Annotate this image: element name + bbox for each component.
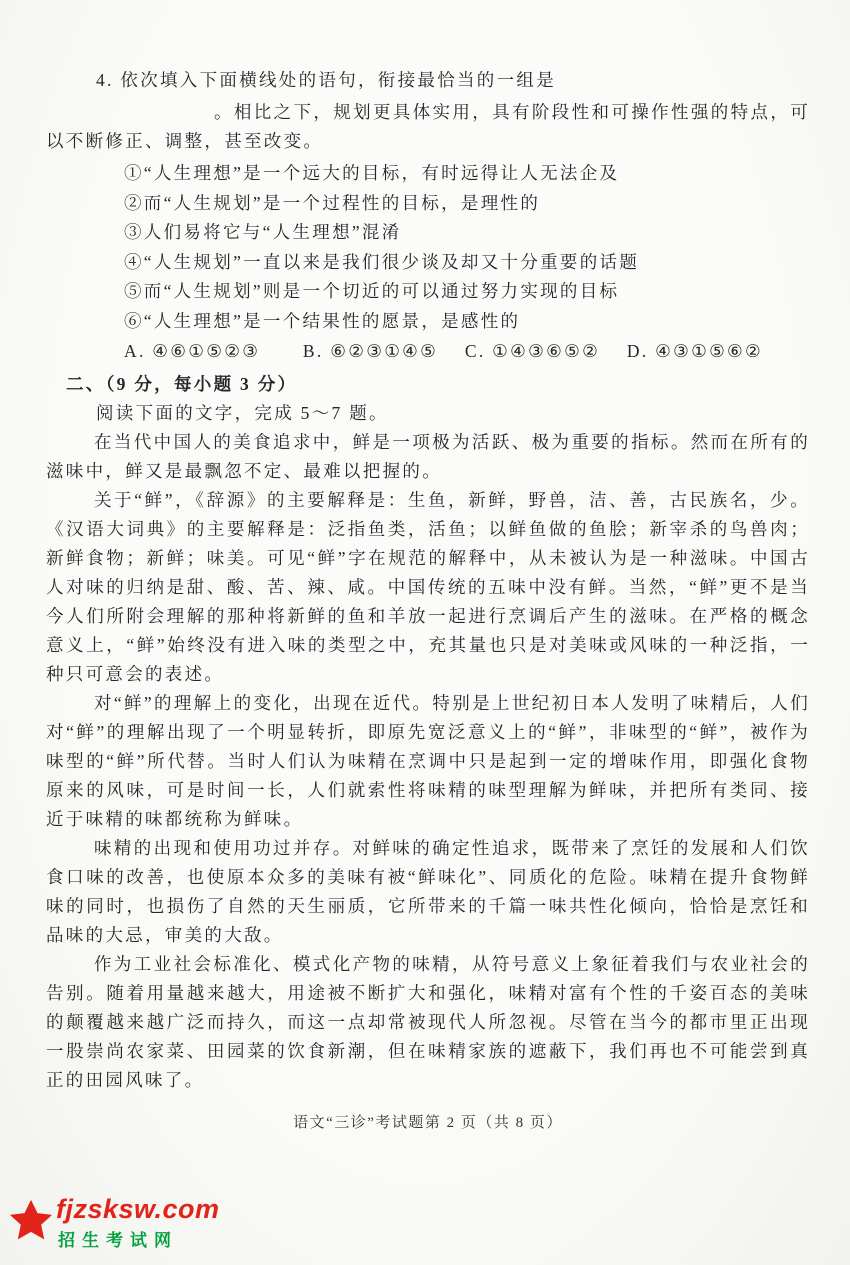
choice-b: B. ⑥②③①④⑤ [302,341,439,361]
sentence-2: ②而“人生规划”是一个过程性的目标，是理性的 [124,192,541,213]
page-number-footer: 语文“三诊”考试题第 2 页（共 8 页） [293,1115,563,1131]
watermark-text [56,1195,220,1251]
choice-a: A. ④⑥①⑤②③ [124,341,261,361]
passage-paragraph-1: 在当代中国人的美食追求中，鲜是一项极为活跃、极为重要的指标。然而在所有的滋味中，鲜又是最飘忽不定、最难以把握的。 [46,432,810,481]
star-icon [8,1197,54,1243]
site-watermark [8,1195,220,1251]
sentence-5: ⑤而“人生规划”则是一个切近的可以通过努力实现的目标 [124,281,620,301]
section-2-heading: 二、（9 分，每小题 3 分） [66,374,298,394]
passage-paragraph-2: 关于“鲜”，《辞源》的主要解释是：生鱼，新鲜，野兽，洁、善，古民族名，少。《汉语大词典》的主要解释是：泛指鱼类，活鱼；以鲜鱼做的鱼脍；新宰杀的鸟兽肉；新鲜食物；新鲜；味美。可见“鲜”字在规范的解释中，从未被认为是一种滋味。中国古人对味的归纳是甜、酸、苦、辣、咸。中国传统的五味中没有鲜。当然，“鲜”更不是当今人们所附会理解的那种将新鲜的鱼和羊放一起进行烹调后产生的滋味。在严格的概念意义上，“鲜”始终没有进入味的类型之中，充其量也只是对美味或风味的一种泛指，一种只可意会的表述。 [46,490,810,684]
watermark-caption: 招生考试网 [58,1231,178,1250]
sentence-1: ①“人生理想”是一个远大的目标，有时远得让人无法企及 [124,163,620,183]
sentence-6: ⑥“人生理想”是一个结果性的愿景，是感性的 [124,310,521,331]
passage-paragraph-4: 味精的出现和使用功过并存。对鲜味的确定性追求，既带来了烹饪的发展和人们饮食口味的改善，也使原本众多的美味有被“鲜味化”、同质化的危险。味精在提升食物鲜味的同时，也损伤了自然的天生丽质，它所带来的千篇一味共性化倾向，恰恰是烹饪和品味的大忌，审美的大敌。 [46,838,810,945]
sentence-4: ④“人生规划”一直以来是我们很少谈及却又十分重要的话题 [124,251,640,272]
question-4-sentence-list [46,159,810,336]
passage-paragraph-5: 作为工业社会标准化、模式化产物的味精，从符号意义上象征着我们与农业社会的告别。随着用量越来越大，用途被不断扩大和强化，味精对富有个性的千姿百态的美味的颠覆越来越广泛而持久，而这一点却常被现代人所忽视。尽管在当今的都市里正出现一股崇尚农家菜、田园菜的饮食新潮，但在味精家族的遮蔽下，我们再也不可能尝到真正的田园风味了。 [46,954,810,1090]
question-4-answer-choices [46,337,810,366]
choice-d: D. ④③①⑤⑥② [626,341,764,361]
question-4-stem: 4. 依次填入下面横线处的语句，衔接最恰当的一组是 [96,70,556,90]
sentence-3: ③人们易将它与“人生理想”混淆 [124,222,402,242]
reading-instruction: 阅读下面的文字，完成 5～7 题。 [96,403,389,423]
watermark-site-name: fjzsksw.com [56,1194,220,1224]
question-4-continuation: 。相比之下，规划更具体实用，具有阶段性和可操作性强的特点，可以不断修正、调整，甚至改变。 [46,102,810,151]
passage-paragraph-3: 对“鲜”的理解上的变化，出现在近代。特别是上世纪初日本人发明了味精后，人们对“鲜”的理解出现了一个明显转折，即原先宽泛意义上的“鲜”，非味型的“鲜”，被作为味型的“鲜”所代替。当时人们认为味精在烹调中只是起到一定的增味作用，即强化食物原来的风味，可是时间一长，人们就索性将味精的味型理解为鲜味，并把所有类同、接近于味精的味都统称为鲜味。 [46,693,810,829]
choice-c: C. ①④③⑥⑤② [464,341,601,361]
